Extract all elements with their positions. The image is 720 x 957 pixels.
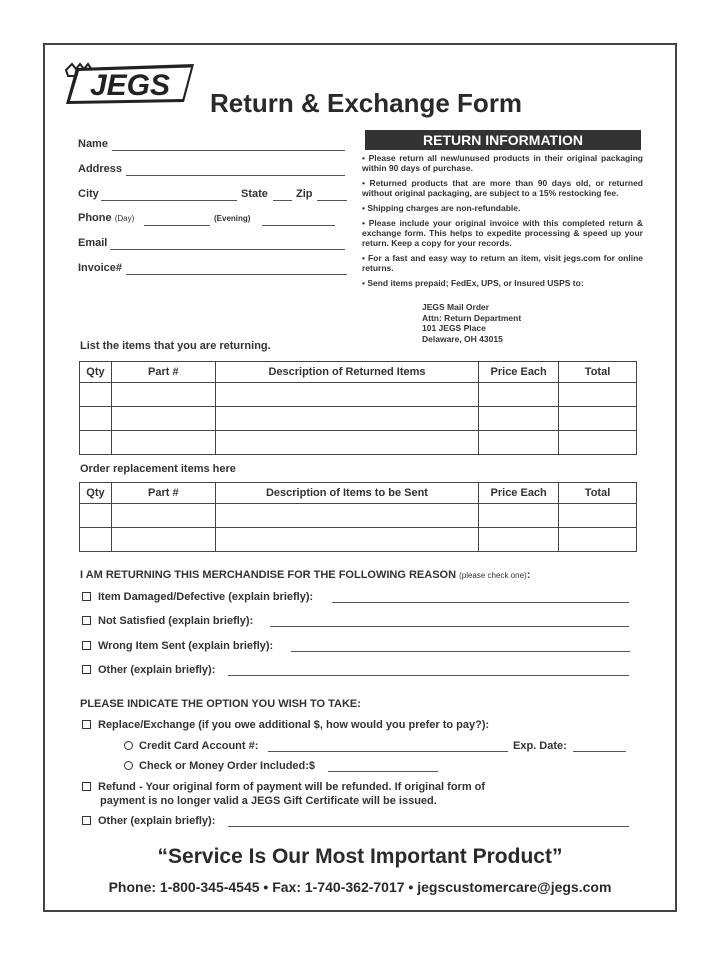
phone-day-field[interactable] <box>144 214 210 226</box>
table-row <box>80 528 637 552</box>
table-row <box>80 504 637 528</box>
table-row <box>80 383 637 407</box>
address-line: 101 JEGS Place <box>422 323 486 333</box>
total-cell[interactable] <box>559 504 637 528</box>
email-field[interactable] <box>110 238 345 250</box>
other-label: Other (explain briefly): <box>98 815 216 827</box>
reason-option[interactable] <box>82 591 313 603</box>
col-total: Total <box>559 362 637 383</box>
reason-label: Not Satisfied (explain briefly): <box>98 615 254 627</box>
part-cell[interactable] <box>111 504 215 528</box>
qty-cell[interactable] <box>80 431 112 455</box>
state-field[interactable] <box>273 189 292 201</box>
invoice-field[interactable] <box>126 263 347 275</box>
part-cell[interactable] <box>111 431 215 455</box>
replace-label: Replace/Exchange (if you owe additional $, how would you prefer to pay?): <box>98 719 490 731</box>
reason-option[interactable] <box>82 615 253 627</box>
return-info-bullet: • Please include your original invoice with this completed return & exchange form. This helps to expedite processing & speed up your return. Keep a copy for your records. <box>362 218 643 248</box>
replacement-items-label: Order replacement items here <box>80 463 236 475</box>
qty-cell[interactable] <box>80 383 112 407</box>
jegs-logo <box>62 60 196 106</box>
col-part: Part # <box>111 362 215 383</box>
check-option[interactable] <box>124 760 315 772</box>
table-row <box>80 431 637 455</box>
returned-items-table <box>79 361 637 455</box>
total-cell[interactable] <box>559 528 637 552</box>
refund-label: Refund - Your original form of payment will be refunded. If original form of <box>98 781 486 793</box>
replace-option[interactable] <box>82 719 489 731</box>
qty-cell[interactable] <box>80 528 112 552</box>
credit-card-option[interactable] <box>124 740 258 752</box>
zip-field[interactable] <box>317 189 347 201</box>
credit-card-field[interactable] <box>268 740 508 752</box>
zip-label: Zip <box>296 188 313 200</box>
col-part: Part # <box>111 483 215 504</box>
invoice-label: Invoice# <box>78 262 123 274</box>
address-line: Attn: Return Department <box>422 312 522 323</box>
reason-explain-field[interactable] <box>332 591 629 603</box>
phone-evening-field[interactable] <box>262 214 335 226</box>
checkbox[interactable] <box>82 816 91 825</box>
part-cell[interactable] <box>111 528 215 552</box>
col-qty: Qty <box>80 483 112 504</box>
phone-day-label: (Day) <box>114 214 135 223</box>
slogan: “Service Is Our Most Important Product” <box>157 845 563 868</box>
return-info-heading: RETURN INFORMATION <box>365 130 641 150</box>
total-cell[interactable] <box>559 383 637 407</box>
return-info-list <box>362 153 643 293</box>
description-cell[interactable] <box>215 407 478 431</box>
col-description: Description of Returned Items <box>215 362 478 383</box>
table-header-row <box>80 362 637 383</box>
reason-label: Wrong Item Sent (explain briefly): <box>98 640 274 652</box>
part-cell[interactable] <box>111 383 215 407</box>
exp-date-label: Exp. Date: <box>513 740 567 752</box>
check-label: Check or Money Order Included:$ <box>139 760 316 772</box>
reason-heading-colon: : <box>526 569 531 581</box>
state-label: State <box>241 188 268 200</box>
col-qty: Qty <box>80 362 112 383</box>
reason-heading <box>80 569 530 581</box>
checkbox[interactable] <box>82 782 91 791</box>
price-cell[interactable] <box>479 383 559 407</box>
name-field[interactable] <box>112 139 345 151</box>
price-cell[interactable] <box>479 431 559 455</box>
address-field[interactable] <box>126 164 345 176</box>
description-cell[interactable] <box>215 383 478 407</box>
phone-label-text: Phone <box>78 212 112 224</box>
description-cell[interactable] <box>215 528 478 552</box>
checkbox[interactable] <box>82 616 91 625</box>
checkbox[interactable] <box>82 665 91 674</box>
return-info-bullet: • Returned products that are more than 90 days old, or returned without original packaging, are subject to a 15% restocking fee. <box>362 178 643 198</box>
part-cell[interactable] <box>111 407 215 431</box>
checkbox[interactable] <box>82 641 91 650</box>
phone-label <box>78 212 134 224</box>
address-line: JEGS Mail Order <box>422 302 490 312</box>
city-label: City <box>78 188 99 200</box>
reason-option[interactable] <box>82 664 215 676</box>
address-label: Address <box>78 163 123 175</box>
col-description: Description of Items to be Sent <box>215 483 478 504</box>
form-title: Return & Exchange Form <box>210 88 523 118</box>
col-price: Price Each <box>479 483 559 504</box>
description-cell[interactable] <box>215 504 478 528</box>
qty-cell[interactable] <box>80 504 112 528</box>
refund-option[interactable] <box>82 781 485 793</box>
reason-explain-field[interactable] <box>228 664 629 676</box>
col-price: Price Each <box>479 362 559 383</box>
return-info-bullet: • Send items prepaid; FedEx, UPS, or Insured USPS to: <box>362 278 584 288</box>
city-field[interactable] <box>101 189 237 201</box>
return-info-bullet: • Please return all new/unused products in their original packaging within 90 days of purchase. <box>362 153 643 173</box>
reason-heading-note: (please check one) <box>459 571 527 580</box>
replacement-items-table <box>79 482 637 552</box>
radio-button[interactable] <box>124 741 133 750</box>
other-option[interactable] <box>82 815 215 827</box>
reason-explain-field[interactable] <box>270 615 629 627</box>
qty-cell[interactable] <box>80 407 112 431</box>
returned-items-label: List the items that you are returning. <box>80 340 271 352</box>
table-row <box>80 407 637 431</box>
address-line: Delaware, OH 43015 <box>422 333 503 344</box>
price-cell[interactable] <box>479 528 559 552</box>
email-label: Email <box>78 237 108 249</box>
total-cell[interactable] <box>559 407 637 431</box>
radio-button[interactable] <box>124 761 133 770</box>
mailing-address <box>422 302 521 344</box>
return-info-bullet: • For a fast and easy way to return an item, visit jegs.com for online returns. <box>362 253 643 273</box>
description-cell[interactable] <box>215 431 478 455</box>
reason-heading-text: I AM RETURNING THIS MERCHANDISE FOR THE FOLLOWING REASON <box>80 569 457 581</box>
checkbox[interactable] <box>82 592 91 601</box>
col-total: Total <box>559 483 637 504</box>
refund-label-cont: payment is no longer valid a JEGS Gift Certificate will be issued. <box>100 795 437 807</box>
table-header-row <box>80 483 637 504</box>
price-cell[interactable] <box>479 504 559 528</box>
options-heading: PLEASE INDICATE THE OPTION YOU WISH TO TAKE: <box>80 698 361 710</box>
price-cell[interactable] <box>479 407 559 431</box>
checkbox[interactable] <box>82 720 91 729</box>
other-explain-field[interactable] <box>228 815 629 827</box>
return-info-bullet: • Shipping charges are non-refundable. <box>362 203 521 213</box>
phone-evening-label: (Evening) <box>214 214 251 223</box>
reason-option[interactable] <box>82 640 273 652</box>
reason-label: Item Damaged/Defective (explain briefly): <box>98 591 314 603</box>
total-cell[interactable] <box>559 431 637 455</box>
credit-card-label: Credit Card Account #: <box>139 740 259 752</box>
check-amount-field[interactable] <box>328 760 438 772</box>
logo-text: JEGS <box>89 69 171 102</box>
contact-info: Phone: 1-800-345-4545 • Fax: 1-740-362-7017 • jegscustomercare@jegs.com <box>108 879 612 895</box>
name-label: Name <box>78 138 108 150</box>
exp-date-field[interactable] <box>573 740 626 752</box>
reason-label: Other (explain briefly): <box>98 664 216 676</box>
reason-explain-field[interactable] <box>291 640 630 652</box>
